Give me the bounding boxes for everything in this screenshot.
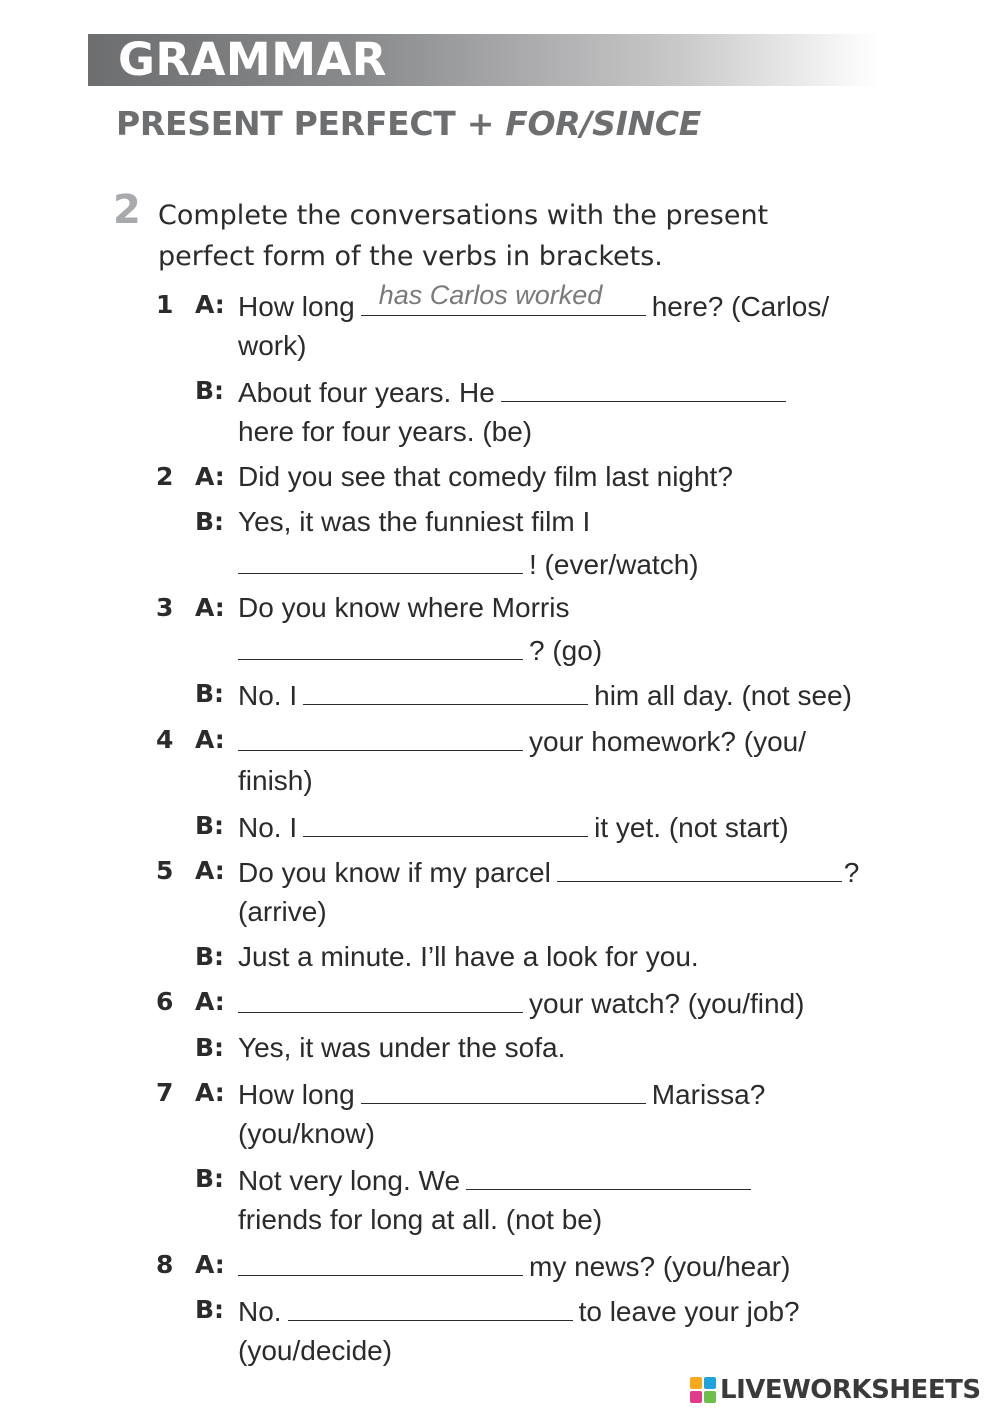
text-segment: Marissa? — [651, 1079, 766, 1110]
item-text — [238, 280, 830, 325]
text-segment: Do you know if my parcel — [238, 857, 551, 888]
item-number: 7 — [156, 1078, 174, 1107]
answer-blank[interactable] — [501, 373, 786, 402]
text-segment: to leave your job? — [578, 1296, 800, 1327]
speaker-label: B: — [195, 1295, 225, 1324]
speaker-label: A: — [195, 856, 225, 885]
subtitle-italic: FOR/SINCE — [505, 104, 702, 143]
speaker-label: B: — [195, 942, 225, 971]
logo-square — [690, 1377, 702, 1389]
item-number: 3 — [156, 593, 174, 622]
answer-blank[interactable] — [361, 280, 646, 316]
speaker-label: A: — [195, 725, 225, 754]
speaker-label: B: — [195, 507, 225, 536]
subtitle-main: PRESENT PERFECT + — [116, 104, 506, 143]
text-segment: Not very long. We — [238, 1165, 461, 1196]
item-number: 2 — [156, 462, 174, 491]
item-text: Do you know where Morris — [238, 592, 570, 623]
text-segment: it yet. (not start) — [594, 812, 789, 843]
item-text — [238, 545, 699, 583]
item-text — [238, 1161, 757, 1199]
item-number: 5 — [156, 856, 174, 885]
item-text — [238, 722, 806, 760]
item-text — [238, 984, 804, 1022]
item-text: Just a minute. I’ll have a look for you. — [238, 941, 699, 972]
text-segment: ? — [843, 857, 860, 888]
answer-blank[interactable] — [238, 631, 523, 660]
item-text: Yes, it was under the sofa. — [238, 1032, 566, 1063]
answer-blank[interactable] — [288, 1292, 573, 1321]
speaker-label: A: — [195, 593, 225, 622]
speaker-label: A: — [195, 462, 225, 491]
text-segment: him all day. (not see) — [594, 680, 852, 711]
logo-text: LIVEWORKSHEETS — [720, 1375, 981, 1405]
item-text — [238, 1292, 800, 1330]
answer-blank[interactable] — [361, 1075, 646, 1104]
text-segment: here? (Carlos/ — [651, 291, 830, 322]
text-segment: friends for long at all. (not be) — [238, 1204, 603, 1235]
text-segment: your watch? (you/find) — [529, 988, 805, 1019]
speaker-label: A: — [195, 987, 225, 1016]
speaker-label: B: — [195, 679, 225, 708]
speaker-label: B: — [195, 1033, 225, 1062]
item-text — [238, 373, 792, 411]
item-text — [238, 853, 859, 891]
section-subtitle — [116, 103, 701, 145]
item-number: 8 — [156, 1250, 174, 1279]
text-segment: (you/know) — [238, 1118, 375, 1149]
text-segment: No. I — [238, 812, 298, 843]
item-text: Did you see that comedy film last night? — [238, 461, 733, 492]
speaker-label: B: — [195, 1164, 225, 1193]
text-segment: How long — [238, 1079, 355, 1110]
answer-blank[interactable] — [557, 853, 842, 882]
liveworksheets-logo[interactable] — [690, 1372, 981, 1408]
text-segment: work) — [238, 330, 307, 361]
speaker-label: A: — [195, 1078, 225, 1107]
item-text — [238, 1247, 790, 1285]
answer-blank[interactable] — [238, 984, 523, 1013]
text-segment: No. I — [238, 680, 298, 711]
text-segment: (arrive) — [238, 896, 327, 927]
instruction-line-2: perfect form of the verbs in brackets. — [158, 241, 663, 272]
text-segment: No. — [238, 1296, 282, 1327]
item-number: 1 — [156, 290, 174, 319]
instruction-line-1: Complete the conversations with the present — [158, 200, 769, 231]
exercise-number: 2 — [113, 187, 141, 233]
text-segment: here for four years. (be) — [238, 416, 533, 447]
logo-square — [690, 1391, 702, 1403]
logo-square — [704, 1377, 716, 1389]
text-segment: About four years. He — [238, 377, 495, 408]
answer-blank[interactable] — [238, 1247, 523, 1276]
answer-blank[interactable] — [238, 722, 523, 751]
item-text — [238, 631, 602, 669]
text-segment: your homework? (you/ — [529, 726, 807, 757]
speaker-label: A: — [195, 290, 225, 319]
logo-mark-icon — [690, 1377, 716, 1403]
text-segment: ? (go) — [529, 635, 603, 666]
item-text — [238, 676, 852, 714]
answer-blank[interactable] — [303, 676, 588, 705]
text-segment: ! (ever/watch) — [529, 549, 699, 580]
speaker-label: B: — [195, 376, 225, 405]
answer-blank[interactable] — [303, 808, 588, 837]
item-text — [238, 1075, 765, 1113]
answer-blank[interactable] — [238, 545, 523, 574]
logo-square — [704, 1391, 716, 1403]
speaker-label: A: — [195, 1250, 225, 1279]
text-segment: How long — [238, 291, 355, 322]
example-answer: has Carlos worked — [378, 280, 603, 310]
speaker-label: B: — [195, 811, 225, 840]
item-number: 6 — [156, 987, 174, 1016]
item-text — [238, 808, 789, 846]
text-segment: finish) — [238, 765, 313, 796]
item-text: Yes, it was the funniest film I — [238, 506, 591, 537]
banner-title: GRAMMAR — [118, 33, 387, 86]
exercise-instruction — [158, 195, 858, 277]
item-number: 4 — [156, 725, 174, 754]
answer-blank[interactable] — [466, 1161, 751, 1190]
text-segment: (you/decide) — [238, 1335, 393, 1366]
text-segment: my news? (you/hear) — [529, 1251, 791, 1282]
